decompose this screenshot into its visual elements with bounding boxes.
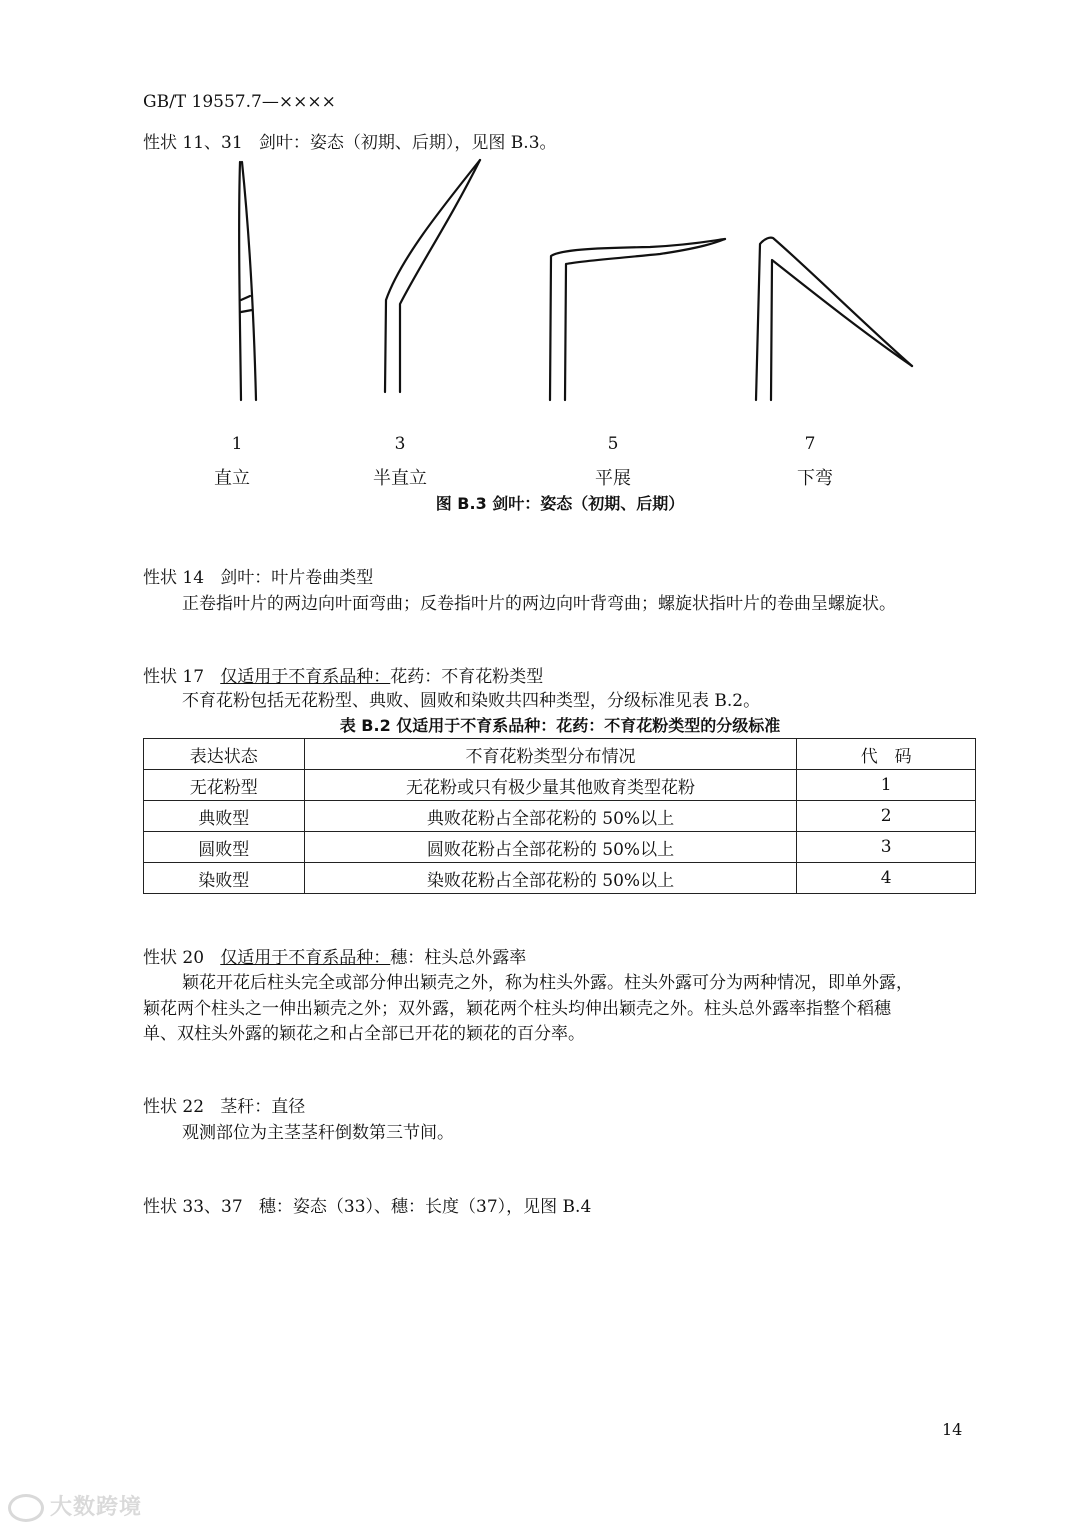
leaf-drooping-drawing	[756, 238, 912, 400]
trait-number: 性状 17	[143, 667, 205, 687]
trait-title: 剑叶：姿态（初期、后期），见图 B.3。	[258, 133, 557, 153]
table-header-cell: 不育花粉类型分布情况	[304, 739, 797, 770]
table-cell: 圆败型	[144, 832, 305, 863]
trait-scope: 仅适用于不育系品种：	[220, 948, 391, 968]
figure-caption: 图 B.3 剑叶：姿态（初期、后期）	[435, 494, 685, 513]
table-header-row	[144, 739, 976, 770]
table-cell: 典败花粉占全部花粉的 50%以上	[304, 801, 797, 832]
table-cell: 2	[797, 801, 976, 832]
figure-code: 3	[394, 434, 406, 454]
trait-heading-17	[143, 667, 543, 687]
table-caption: 表 B.2 仅适用于不育系品种：花药：不育花粉类型的分级标准	[339, 716, 781, 735]
table-cell: 1	[797, 770, 976, 801]
table-cell: 典败型	[144, 801, 305, 832]
table-cell: 无花粉或只有极少量其他败育类型花粉	[304, 770, 797, 801]
trait-number: 性状 20	[143, 948, 205, 968]
trait-number: 性状 33、37	[143, 1197, 243, 1217]
classification-table	[143, 738, 976, 894]
table-cell: 染败型	[144, 863, 305, 894]
trait-number: 性状 14	[143, 568, 205, 588]
trait-body-14: 正卷指叶片的两边向叶面弯曲；反卷指叶片的两边向叶背弯曲；螺旋状指叶片的卷曲呈螺旋状。	[182, 594, 896, 614]
trait-heading-33	[143, 1197, 591, 1217]
trait-heading-22	[143, 1097, 305, 1117]
figure-label: 直立	[214, 468, 250, 489]
trait-body-17: 不育花粉包括无花粉型、典败、圆败和染败共四种类型，分级标准见表 B.2。	[182, 691, 761, 711]
trait-title: 茎秆：直径	[220, 1097, 306, 1117]
table-row	[144, 770, 976, 801]
trait-title: 穗：姿态（33）、穗：长度（37），见图 B.4	[258, 1197, 592, 1217]
leaf-erect-drawing	[239, 162, 256, 400]
table-row	[144, 801, 976, 832]
figure-label: 下弯	[797, 468, 833, 489]
page-number: 14	[942, 1420, 963, 1439]
trait-number: 性状 11、31	[143, 133, 243, 153]
table-header-cell: 表达状态	[144, 739, 305, 770]
figure-code: 7	[804, 434, 816, 454]
watermark-logo-icon	[8, 1494, 44, 1522]
trait-title: 剑叶：叶片卷曲类型	[220, 568, 374, 588]
trait-body-22: 观测部位为主茎茎秆倒数第三节间。	[182, 1123, 454, 1143]
figure-label: 半直立	[373, 468, 427, 489]
trait-body-20-line: 颖花两个柱头之一伸出颖壳之外；双外露，颖花两个柱头均伸出颖壳之外。柱头总外露率指整个稻穗	[143, 999, 891, 1019]
figure-code: 1	[231, 434, 243, 454]
table-header-cell: 代 码	[797, 739, 976, 770]
standard-code: GB/T 19557.7—××××	[143, 92, 336, 112]
table-cell: 3	[797, 832, 976, 863]
table-cell: 染败花粉占全部花粉的 50%以上	[304, 863, 797, 894]
table-row	[144, 863, 976, 894]
trait-body-20-line: 单、双柱头外露的颖花之和占全部已开花的颖花的百分率。	[143, 1024, 585, 1044]
table-cell: 圆败花粉占全部花粉的 50%以上	[304, 832, 797, 863]
figure-b3-drawing	[0, 0, 1080, 520]
trait-number: 性状 22	[143, 1097, 205, 1117]
trait-heading-14	[143, 568, 373, 588]
figure-label: 平展	[595, 468, 631, 489]
table-row	[144, 832, 976, 863]
leaf-horizontal-drawing	[550, 239, 725, 400]
table-cell: 无花粉型	[144, 770, 305, 801]
watermark-text: 大数跨境	[50, 1495, 143, 1520]
figure-code: 5	[607, 434, 619, 454]
trait-scope: 仅适用于不育系品种：	[220, 667, 391, 687]
trait-title: 花药：不育花粉类型	[390, 667, 544, 687]
trait-title: 穗：柱头总外露率	[390, 948, 527, 968]
watermark	[8, 1490, 142, 1522]
trait-heading-20	[143, 948, 526, 968]
trait-body-20-line: 颖花开花后柱头完全或部分伸出颖壳之外，称为柱头外露。柱头外露可分为两种情况，即单外露，	[182, 973, 913, 993]
table-cell: 4	[797, 863, 976, 894]
leaf-semi-erect-drawing	[385, 160, 480, 392]
